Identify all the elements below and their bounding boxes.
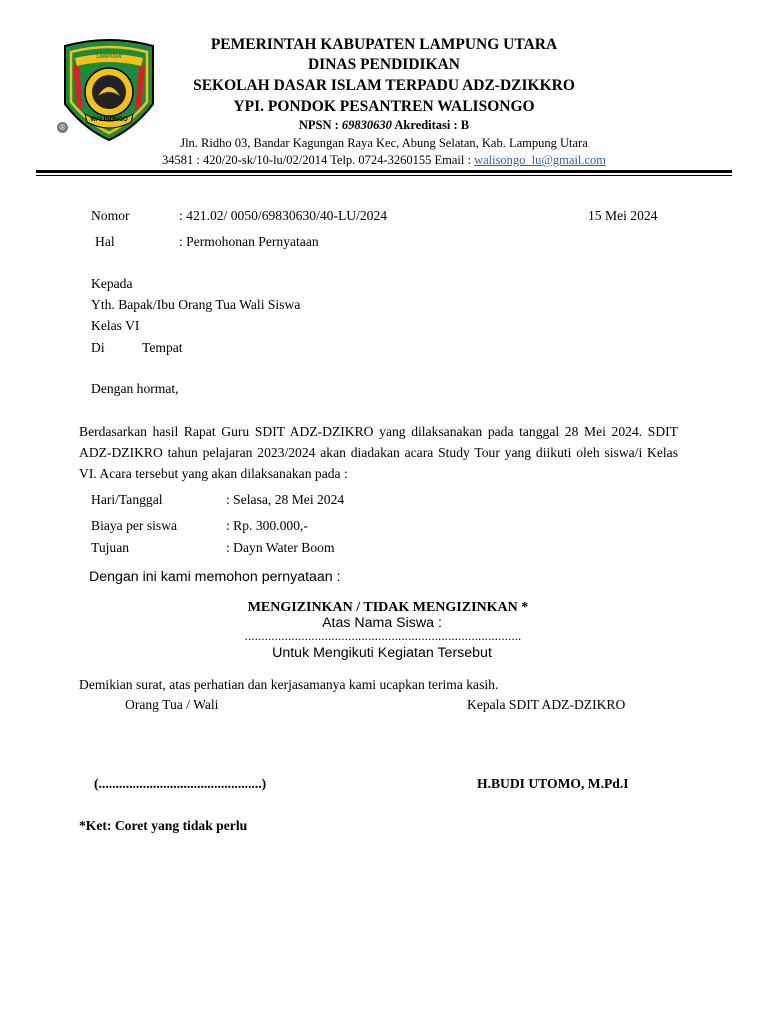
letter-date: 15 Mei 2024	[588, 208, 658, 223]
body-paragraph: Berdasarkan hasil Rapat Guru SDIT ADZ-DZIKRO yang dilaksanakan pada tanggal 28 Mei 2024. SDIT ADZ-DZIKRO tahun pelajaran 2023/2024 akan diadakan acara Study Tour yang diikuti oleh siswa/i Kelas VI. Acara tersebut yang akan dilaksanakan pada :	[79, 424, 678, 481]
recipient-di: Di	[91, 340, 105, 355]
letterhead-line4: YPI. PONDOK PESANTREN WALISONGO	[233, 98, 535, 115]
atas-nama-label: Atas Nama Siswa :	[322, 615, 442, 631]
headmaster-signature-title: Kepala SDIT ADZ-DZIKRO	[467, 697, 626, 712]
akreditasi: Akreditasi : B	[394, 118, 470, 132]
consent-title: MENGIZINKAN / TIDAK MENGIZINKAN *	[247, 600, 529, 615]
recipient-tempat: Tempat	[142, 340, 183, 355]
registered-mark: ®	[57, 122, 68, 133]
footnote: *Ket: Coret yang tidak perlu	[79, 818, 248, 833]
npsn-label: NPSN :	[298, 118, 339, 132]
greeting: Dengan hormat,	[91, 381, 179, 396]
nomor-value: : 421.02/ 0050/69830630/40-LU/2024	[179, 208, 388, 223]
hal-label: Hal	[95, 234, 115, 249]
recipient-class: Kelas VI	[91, 318, 140, 333]
email-link[interactable]: walisongo_lu@gmail.com	[474, 153, 607, 167]
parent-signature-blank: (................................................)	[94, 776, 267, 791]
header-rule-thick	[36, 170, 732, 173]
recipient-name: Yth. Bapak/Ibu Orang Tua Wali Siswa	[91, 297, 301, 312]
tujuan-value: : Dayn Water Boom	[226, 540, 335, 555]
parent-signature-title: Orang Tua / Wali	[125, 697, 219, 712]
closing-sentence: Demikian surat, atas perhatian dan kerjasamanya kami ucapkan terima kasih.	[79, 677, 499, 692]
npsn-line	[0, 118, 768, 133]
contact-info: 34581 : 420/20-sk/10-lu/02/2014 Telp. 0724-3260155 Email :	[161, 153, 471, 167]
purpose-line: Untuk Mengikuti Kegiatan Tersebut	[272, 645, 492, 661]
request-line: Dengan ini kami memohon pernyataan :	[89, 569, 341, 585]
npsn-value: 69830630	[341, 118, 392, 132]
hari-value: : Selasa, 28 Mei 2024	[226, 492, 345, 507]
header-rule-thin	[36, 175, 732, 176]
contact-line	[0, 153, 768, 168]
logo-top-text: LAMPURA	[96, 54, 122, 60]
headmaster-name: H.BUDI UTOMO, M.Pd.I	[477, 776, 629, 791]
logo-bottom-text: WALISONGO	[90, 117, 128, 123]
nomor-label: Nomor	[91, 208, 130, 223]
biaya-value: : Rp. 300.000,-	[226, 518, 308, 533]
hal-value: : Permohonan Pernyataan	[179, 234, 319, 249]
hari-label: Hari/Tanggal	[91, 492, 163, 507]
letterhead-line1: PEMERINTAH KABUPATEN LAMPUNG UTARA	[210, 36, 558, 53]
student-name-blank: ...................................................................................	[244, 629, 522, 643]
letterhead-line3: SEKOLAH DASAR ISLAM TERPADU ADZ-DZIKKRO	[193, 77, 575, 94]
school-address: Jln. Ridho 03, Bandar Kagungan Raya Kec, Abung Selatan, Kab. Lampung Utara	[180, 136, 588, 150]
recipient-kepada: Kepada	[91, 276, 133, 291]
biaya-label: Biaya per siswa	[91, 518, 178, 533]
letterhead-line2: DINAS PENDIDIKAN	[307, 56, 460, 73]
tujuan-label: Tujuan	[91, 540, 130, 555]
